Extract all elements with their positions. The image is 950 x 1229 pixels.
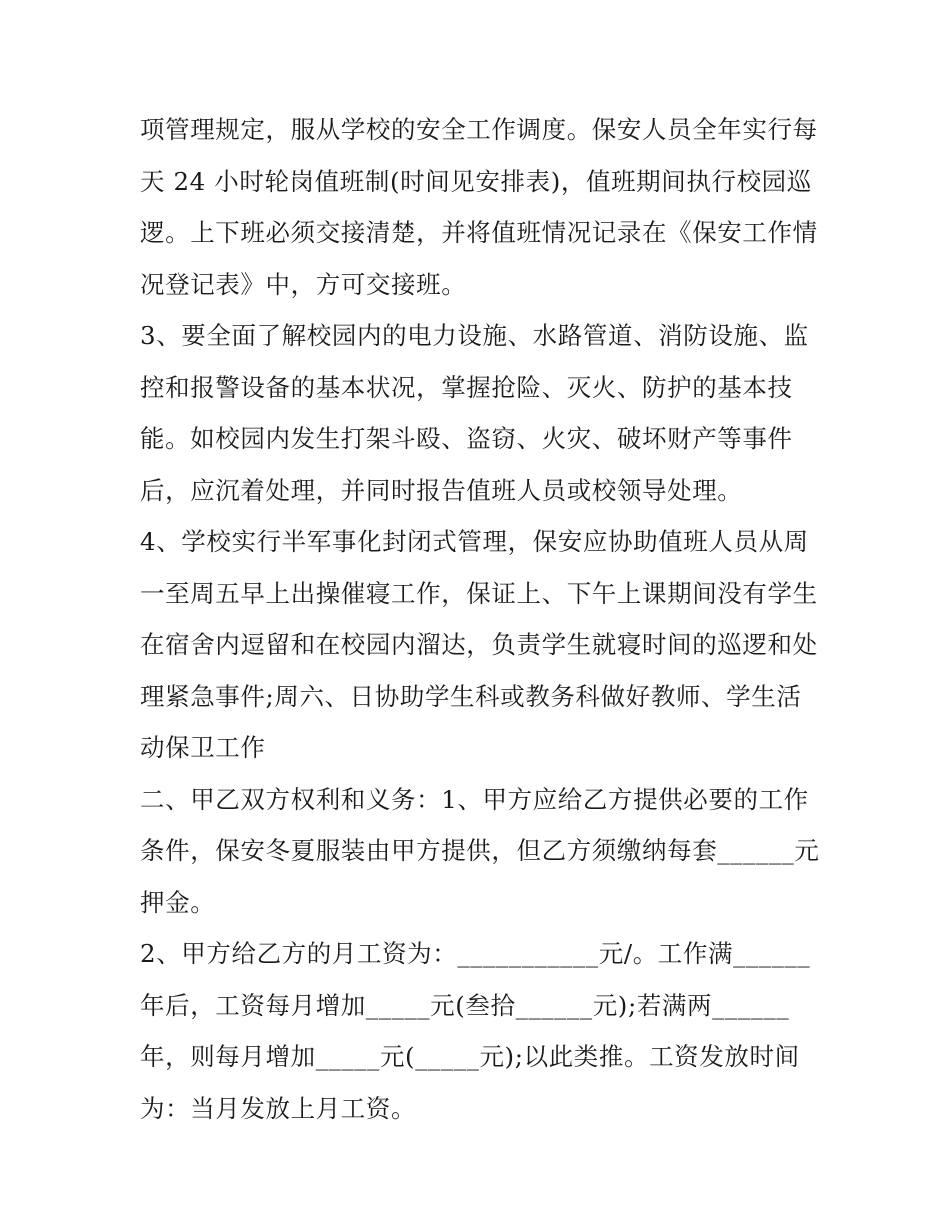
text-line-6: 控和报警设备的基本状况，掌握抢险、灭火、防护的基本技 bbox=[140, 372, 793, 402]
text-line-15: 条件，保安冬夏服装由甲方提供，但乙方须缴纳每套______元 bbox=[140, 836, 820, 865]
text-line-18: 年后，工资每月增加_____元(叁拾______元);若满两______ bbox=[140, 990, 790, 1020]
text-line-17: 2、甲方给乙方的月工资为：___________元/。工作满______ bbox=[140, 939, 811, 968]
text-line-20: 为：当月发放上月工资。 bbox=[140, 1093, 417, 1123]
text-line-1: 项管理规定，服从学校的安全工作调度。保安人员全年实行每 bbox=[140, 115, 818, 144]
text-line-16: 押金。 bbox=[140, 887, 216, 917]
text-line-2: 天 24 小时轮岗值班制(时间见安排表)，值班期间执行校园巡 bbox=[140, 166, 812, 196]
contract-body-text bbox=[140, 104, 830, 1134]
text-line-12: 理紧急事件;周六、日协助学生科或教务科做好教师、学生活 bbox=[140, 681, 802, 711]
text-line-9: 4、学校实行半军事化封闭式管理，保安应协助值班人员从周 bbox=[140, 527, 809, 556]
text-line-10: 一至周五早上出操催寝工作，保证上、下午上课期间没有学生 bbox=[140, 578, 818, 608]
text-line-19: 年，则每月增加_____元(_____元);以此类推。工资发放时间 bbox=[140, 1042, 800, 1071]
text-line-5: 3、要全面了解校园内的电力设施、水路管道、消防设施、监 bbox=[140, 321, 809, 350]
text-line-8: 后，应沉着处理，并同时报告值班人员或校领导处理。 bbox=[140, 475, 743, 505]
text-line-4: 况登记表》中，方可交接班。 bbox=[140, 269, 467, 299]
text-line-11: 在宿舍内逗留和在校园内溜达，负责学生就寝时间的巡逻和处 bbox=[140, 630, 818, 659]
text-line-14: 二、甲乙双方权利和义务：1、甲方应给乙方提供必要的工作 bbox=[140, 784, 809, 814]
text-line-7: 能。如校园内发生打架斗殴、盗窃、火灾、破坏财产等事件 bbox=[140, 424, 793, 453]
text-line-13: 动保卫工作 bbox=[140, 733, 266, 762]
text-line-3: 逻。上下班必须交接清楚，并将值班情况记录在《保安工作情 bbox=[140, 218, 818, 247]
